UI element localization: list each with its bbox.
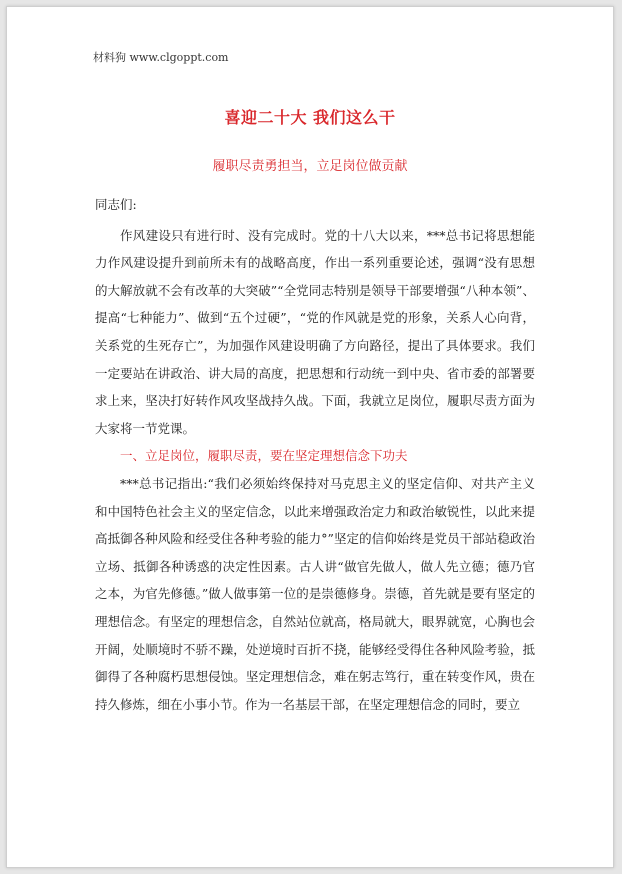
document-subtitle: 履职尽责勇担当，立足岗位做贡献: [212, 159, 408, 174]
paragraph-intro: 作风建设只有进行时、没有完成时。党的十八大以来，***总书记将思想能力作风建设提升到前所未有的战略高度，作出一系列重要论述，强调“没有思想的大解放就不会有改革的大突破”“全党同志特别是领导干部要增强“八种本领”、提高“七种能力”、做到“五个过硬”，“党的作风就是党的形象，关系人心向背，关系党的生死存亡”，为加强作风建设明确了方向路径，提出了具体要求。我们一定要站在讲政治、讲大局的高度，把思想和行动统一到中央、省市委的部署要求上来，坚决打好转作风攻坚战持久战。下面，我就立足岗位，履职尽责方面为大家将一节党课。: [95, 227, 535, 436]
section-heading-1: 一、立足岗位，履职尽责，要在坚定理想信念下功夫: [120, 448, 408, 464]
document-body: [95, 191, 535, 718]
document-page: [6, 6, 614, 868]
page-header-source: 材料狗 www.clgoppt.com: [93, 51, 229, 64]
paragraph-section-1: ***总书记指出:“我们必须始终保持对马克思主义的坚定信仰、对共产主义和中国特色社会主义的坚定信念，以此来增强政治定力和政治敏锐性，以此来提高抵御各种风险和经受住各种考验的能力°”坚定的信仰始终是党员干部站稳政治立场、抵御各种诱惑的决定性因素。古人讲“做官先做人，做人先立德；德乃官之本，为官先修德。”做人做事第一位的是崇德修身。崇德，首先就是要有坚定的理想信念。有坚定的理想信念，自然站位就高，格局就大，眼界就宽，心胸也会开阔，处顺境时不骄不躁，处逆境时百折不挠，能够经受得住各种风险考验，抵御得了各种腐朽思想侵蚀。坚定理想信念，难在躬志笃行，重在转变作风，贵在持久修炼，细在小事小节。作为一名基层干部，在坚定理想信念的同时，要立: [95, 475, 535, 712]
greeting: 同志们:: [95, 197, 137, 212]
document-title: 喜迎二十大 我们这么干: [224, 108, 396, 127]
